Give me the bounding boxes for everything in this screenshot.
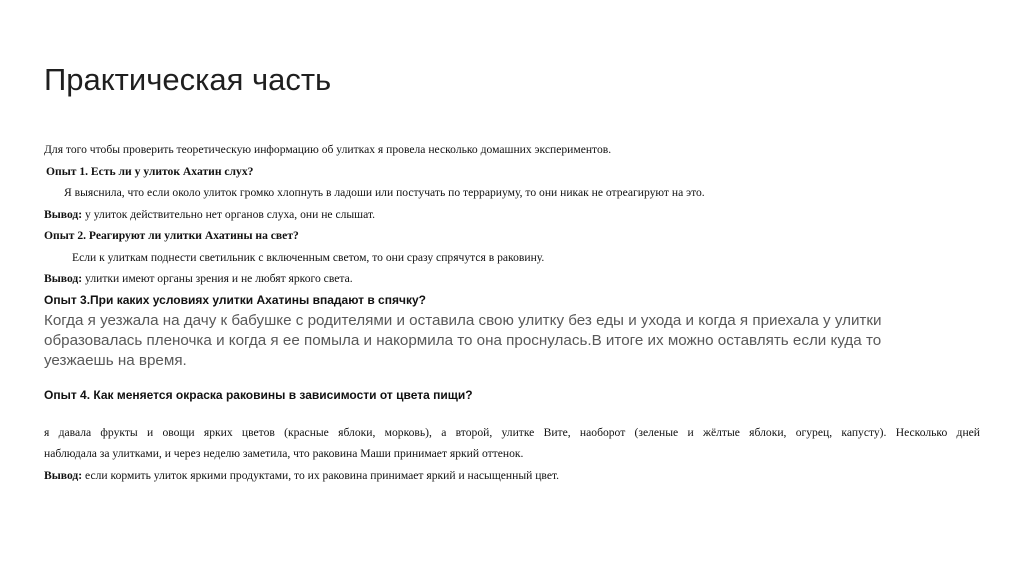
exp4-conclusion-label: Вывод: — [44, 469, 83, 482]
exp3-line-1: Когда я уезжала на дачу к бабушке с родителями и оставила свою улитку без еды и ухода и когда я приехала у улитки — [44, 312, 882, 329]
exp2-conclusion-text: улитки имеют органы зрения и не любят яркого света. — [82, 272, 353, 285]
exp4-line-1: я давала фрукты и овощи ярких цветов (красные яблоки, морковь), а второй, улитке Вите, наоборот (зеленые и жёлтые яблоки, огурец, капусту). Несколько дней — [44, 426, 980, 439]
exp1-heading: Опыт 1. Есть ли у улиток Ахатин слух? — [46, 165, 254, 178]
exp2-heading: Опыт 2. Реагируют ли улитки Ахатины на свет? — [44, 229, 299, 242]
exp1-text: Я выяснила, что если около улиток громко хлопнуть в ладоши или постучать по террариуму, то они никак не отреагируют на это. — [64, 186, 705, 199]
exp4-conclusion — [44, 469, 559, 482]
exp4-heading: Опыт 4. Как меняется окраска раковины в зависимости от цвета пищи? — [44, 388, 473, 402]
exp1-conclusion — [44, 208, 375, 221]
exp2-conclusion — [44, 272, 353, 285]
exp2-text: Если к улиткам поднести светильник с включенным светом, то они сразу спрячутся в раковину. — [72, 251, 545, 264]
exp3-heading: Опыт 3.При каких условиях улитки Ахатины впадают в спячку? — [44, 293, 426, 307]
intro-text: Для того чтобы проверить теоретическую информацию об улитках я провела несколько домашних экспериментов. — [44, 143, 612, 156]
exp4-line-2: наблюдала за улитками, и через неделю заметила, что раковина Маши принимает яркий оттенок. — [44, 447, 524, 460]
page-title: Практическая часть — [44, 62, 332, 97]
exp1-conclusion-text: у улиток действительно нет органов слуха, они не слышат. — [82, 208, 376, 221]
exp3-line-2: образовалась пленочка и когда я ее помыла и накормила то она проснулась.В итоге их можно оставлять если куда то — [44, 332, 882, 349]
exp2-conclusion-label: Вывод: — [44, 272, 83, 285]
exp3-line-3: уезжаешь на время. — [44, 352, 187, 369]
exp4-conclusion-text: если кормить улиток яркими продуктами, то их раковина принимает яркий и насыщенный цвет. — [82, 469, 560, 482]
exp1-conclusion-label: Вывод: — [44, 208, 83, 221]
